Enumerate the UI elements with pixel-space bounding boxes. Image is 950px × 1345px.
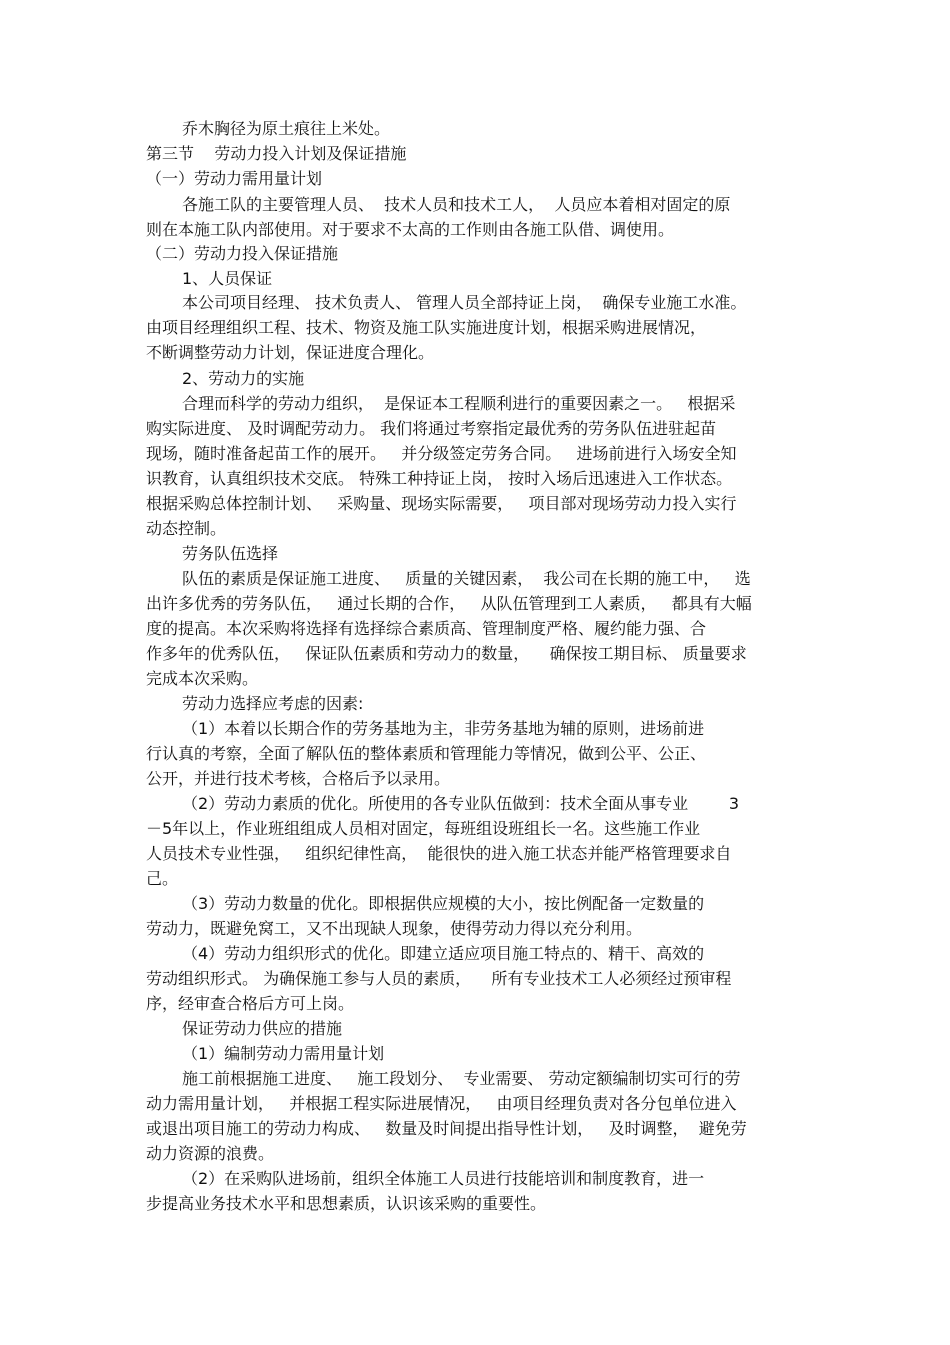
item-heading: 劳动力选择应考虑的因素: [182, 694, 364, 713]
item-heading: 2、劳动力的实施 [182, 369, 305, 388]
text-line: 序，经审查合格后方可上岗。 [146, 994, 355, 1013]
item-heading: 劳务队伍选择 [182, 544, 279, 563]
text-line: （2）在采购队进场前，组织全体施工人员进行技能培训和制度教育，进一 [182, 1169, 705, 1188]
section-heading: 第三节 劳动力投入计划及保证措施 [146, 144, 407, 163]
text-line: 根据采购总体控制计划、 采购量、现场实际需要， 项目部对现场劳动力投入实行 [146, 494, 737, 513]
text-line: 不断调整劳动力计划，保证进度合理化。 [146, 343, 435, 362]
text-line: 出许多优秀的劳务队伍， 通过长期的合作， 从队伍管理到工人素质， 都具有大幅 [146, 594, 752, 613]
text-line: 动态控制。 [146, 519, 227, 538]
text-line: （4）劳动力组织形式的优化。即建立适应项目施工特点的、精干、高效的 [182, 944, 705, 963]
text-line: 本公司项目经理、 技术负责人、 管理人员全部持证上岗， 确保专业施工水准。 [182, 293, 747, 312]
text-line: 步提高业务技术水平和思想素质，认识该采购的重要性。 [146, 1194, 547, 1213]
text-line: （2）劳动力素质的优化。所使用的各专业队伍做到：技术全面从事专业 3 [182, 794, 740, 813]
text-line: 人员技术专业性强， 组织纪律性高， 能很快的进入施工状态并能严格管理要求自 [146, 844, 732, 863]
text-line: －5年以上，作业班组组成人员相对固定，每班组设班组长一名。这些施工作业 [146, 819, 701, 838]
subsection-heading: （一）劳动力需用量计划 [146, 169, 323, 188]
text-line: 由项目经理组织工程、技术、物资及施工队实施进度计划，根据采购进展情况， [146, 318, 707, 337]
text-line: （3）劳动力数量的优化。即根据供应规模的大小，按比例配备一定数量的 [182, 894, 705, 913]
text-line: 识教育，认真组织技术交底。 特殊工种持证上岗， 按时入场后迅速进入工作状态。 [146, 469, 733, 488]
text-line: 完成本次采购。 [146, 669, 259, 688]
item-heading: （1）编制劳动力需用量计划 [182, 1044, 385, 1063]
text-line: 动力需用量计划， 并根据工程实际进展情况， 由项目经理负责对各分包单位进入 [146, 1094, 737, 1113]
text-line: 劳动组织形式。 为确保施工参与人员的素质， 所有专业技术工人必须经过预审程 [146, 969, 732, 988]
text-line: （1）本着以长期合作的劳务基地为主，非劳务基地为辅的原则，进场前进 [182, 719, 705, 738]
text-line: 乔木胸径为原土痕往上米处。 [182, 119, 391, 138]
item-heading: 1、人员保证 [182, 269, 273, 288]
text-line: 各施工队的主要管理人员、 技术人员和技术工人， 人员应本着相对固定的原 [182, 195, 731, 214]
text-line: 或退出项目施工的劳动力构成、 数量及时间提出指导性计划， 及时调整， 避免劳 [146, 1119, 747, 1138]
text-line: 队伍的素质是保证施工进度、 质量的关键因素， 我公司在长期的施工中， 选 [182, 569, 751, 588]
text-line: 行认真的考察，全面了解队伍的整体素质和管理能力等情况，做到公平、公正、 [146, 744, 707, 763]
text-line: 施工前根据施工进度、 施工段划分、 专业需要、 劳动定额编制切实可行的劳 [182, 1069, 741, 1088]
text-line: 合理而科学的劳动力组织， 是保证本工程顺利进行的重要因素之一。 根据采 [182, 394, 736, 413]
text-line: 则在本施工队内部使用。对于要求不太高的工作则由各施工队借、调使用。 [146, 220, 675, 239]
item-heading: 保证劳动力供应的措施 [182, 1019, 343, 1038]
text-line: 己。 [146, 869, 179, 888]
text-line: 作多年的优秀队伍， 保证队伍素质和劳动力的数量， 确保按工期目标、 质量要求 [146, 644, 747, 663]
text-line: 劳动力，既避免窝工，又不出现缺人现象，使得劳动力得以充分利用。 [146, 919, 643, 938]
text-line: 现场，随时准备起苗工作的展开。 并分级签定劳务合同。 进场前进行入场安全知 [146, 444, 737, 463]
text-line: 动力资源的浪费。 [146, 1144, 275, 1163]
subsection-heading: （二）劳动力投入保证措施 [146, 244, 339, 263]
text-line: 公开，并进行技术考核，合格后予以录用。 [146, 769, 451, 788]
text-line: 度的提高。本次采购将选择有选择综合素质高、管理制度严格、履约能力强、合 [146, 619, 707, 638]
text-line: 购实际进度、 及时调配劳动力。 我们将通过考察指定最优秀的劳务队伍进驻起苗 [146, 419, 717, 438]
